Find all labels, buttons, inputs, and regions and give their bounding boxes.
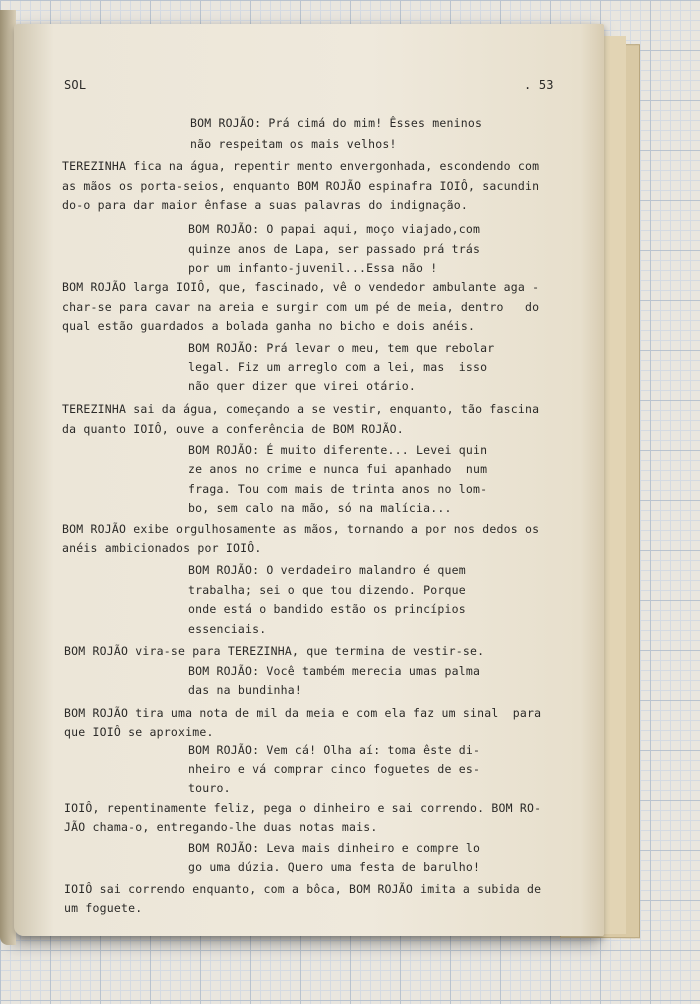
dialogue-line: BOM ROJÃO: É muito diferente... Levei quin (188, 443, 488, 457)
stage-direction-line: qual estão guardados a bolada ganha no bicho e dois anéis. (62, 319, 476, 333)
dialogue-line: go uma dúzia. Quero uma festa de barulho! (188, 860, 481, 874)
dialogue-line: essenciais. (188, 622, 267, 636)
stage-direction-line: BOM ROJÃO vira-se para TEREZINHA, que termina de vestir-se. (64, 644, 485, 658)
page-number: . 53 (524, 78, 554, 92)
dialogue-line: fraga. Tou com mais de trinta anos no lom- (188, 482, 488, 496)
dialogue-line: BOM ROJÃO: O papai aqui, moço viajado,com (188, 222, 481, 236)
dialogue-line: onde está o bandido estão os princípios (188, 602, 466, 616)
dialogue-line: BOM ROJÃO: Você também merecia umas palma (188, 664, 481, 678)
stage-direction-line: TEREZINHA fica na água, repentir mento envergonhada, escondendo com (62, 159, 540, 173)
stage-direction-line: char-se para cavar na areia e surgir com um pé de meia, dentro do (62, 300, 540, 314)
running-header: SOL (64, 78, 87, 92)
stage-direction-line: do-o para dar maior ênfase a suas palavras do indignação. (62, 198, 469, 212)
dialogue-line: ze anos no crime e nunca fui apanhado num (188, 462, 488, 476)
dialogue-line: não quer dizer que virei otário. (188, 379, 416, 393)
dialogue-line: nheiro e vá comprar cinco foguetes de es- (188, 762, 481, 776)
stage-direction-line: TEREZINHA sai da água, começando a se vestir, enquanto, tão fascina (62, 402, 540, 416)
stage-direction-line: JÃO chama-o, entregando-lhe duas notas mais. (64, 820, 378, 834)
dialogue-line: das na bundinha! (188, 683, 302, 697)
dialogue-line: BOM ROJÃO: Leva mais dinheiro e compre lo (188, 841, 481, 855)
dialogue-line: trabalha; sei o que tou dizendo. Porque (188, 583, 466, 597)
dialogue-line: BOM ROJÃO: Prá cimá do mim! Êsses meninos (190, 116, 483, 130)
stage-direction-line: anéis ambicionados por IOIÔ. (62, 541, 262, 555)
stage-direction-line: BOM ROJÃO exibe orgulhosamente as mãos, tornando a por nos dedos os (62, 522, 540, 536)
dialogue-line: bo, sem calo na mão, só na malícia... (188, 501, 452, 515)
stage-direction-line: IOIÔ sai correndo enquanto, com a bôca, BOM ROJÃO imita a subida de (64, 882, 542, 896)
stage-direction-line: um foguete. (64, 901, 143, 915)
stage-direction-line: as mãos os porta-seios, enquanto BOM ROJÃO espinafra IOIÔ, sacundin (62, 179, 540, 193)
stage-direction-line: IOIÔ, repentinamente feliz, pega o dinheiro e sai correndo. BOM RO- (64, 801, 542, 815)
dialogue-line: touro. (188, 781, 231, 795)
dialogue-line: não respeitam os mais velhos! (190, 137, 397, 151)
stage-direction-line: da quanto IOIÔ, ouve a conferência de BOM ROJÃO. (62, 422, 404, 436)
dialogue-line: BOM ROJÃO: O verdadeiro malandro é quem (188, 563, 466, 577)
stage-direction-line: BOM ROJÃO tira uma nota de mil da meia e com ela faz um sinal para (64, 706, 542, 720)
dialogue-line: quinze anos de Lapa, ser passado prá trás (188, 242, 481, 256)
dialogue-line: por um infanto-juvenil...Essa não ! (188, 261, 438, 275)
stage-direction-line: BOM ROJÃO larga IOIÔ, que, fascinado, vê o vendedor ambulante aga - (62, 280, 540, 294)
dialogue-line: legal. Fiz um arreglo com a lei, mas isso (188, 360, 488, 374)
dialogue-line: BOM ROJÃO: Vem cá! Olha aí: toma êste di- (188, 743, 481, 757)
dialogue-line: BOM ROJÃO: Prá levar o meu, tem que rebolar (188, 341, 495, 355)
document-page (14, 24, 604, 936)
stage-direction-line: que IOIÔ se aproxime. (64, 725, 214, 739)
